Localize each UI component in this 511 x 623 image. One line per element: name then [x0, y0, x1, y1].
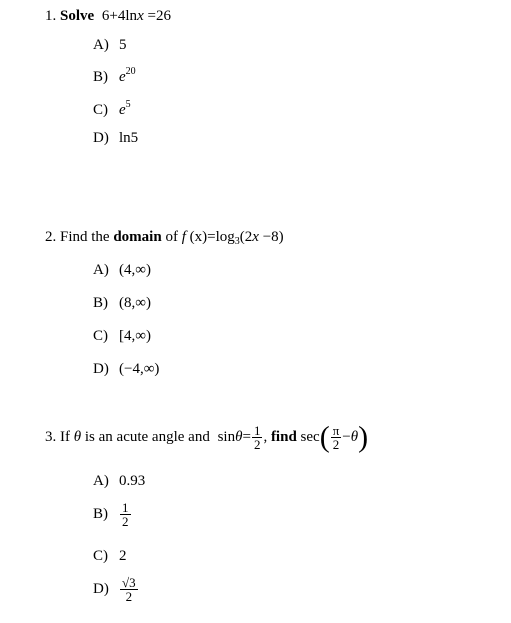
option-label: A) [93, 262, 109, 278]
paren-open: ( [319, 420, 330, 454]
option-text: 5 [119, 37, 127, 53]
q3-option-d[interactable] [93, 576, 139, 603]
option-label: B) [93, 505, 108, 522]
option-label: C) [93, 328, 108, 344]
q3-option-a[interactable] [93, 473, 145, 490]
fraction-one-half [252, 424, 263, 451]
q2-option-d[interactable] [93, 361, 159, 378]
inner-var: x [252, 229, 259, 245]
option-exponent: 5 [125, 99, 131, 110]
frac-num: π [332, 423, 340, 438]
q2-option-b[interactable] [93, 295, 151, 312]
log-base: 3 [234, 236, 240, 247]
question-2 [45, 229, 284, 246]
fraction-sqrt3-over-2 [120, 576, 138, 603]
option-label: D) [93, 361, 109, 377]
question-of: of [165, 229, 178, 245]
option-label: A) [93, 37, 109, 53]
q1-option-c[interactable] [93, 99, 131, 119]
question-lead: If [60, 428, 70, 445]
option-base: e [119, 69, 126, 85]
q1-option-d[interactable] [93, 130, 138, 147]
option-text: 0.93 [119, 473, 146, 489]
option-text: (−4,∞) [119, 361, 160, 377]
option-label: C) [93, 102, 108, 118]
frac-num: √3 [122, 575, 136, 590]
inner-open: (2 [239, 229, 253, 245]
frac-num: 1 [122, 500, 129, 515]
frac-den: 2 [122, 514, 129, 529]
q3-option-c[interactable] [93, 548, 127, 565]
option-text: (4,∞) [119, 262, 151, 278]
question-lead: Find the [60, 229, 110, 245]
option-label: D) [93, 580, 109, 597]
question-number: 1. [45, 8, 57, 24]
fraction-one-half [120, 501, 131, 528]
sec-func: sec [300, 428, 320, 445]
option-exponent: 20 [125, 66, 136, 77]
q1-option-b[interactable] [93, 66, 136, 86]
question-3 [45, 420, 369, 454]
option-base: e [119, 102, 126, 118]
option-text: (8,∞) [119, 295, 151, 311]
frac-den: 2 [332, 437, 340, 452]
q2-option-a[interactable] [93, 262, 151, 279]
option-label: B) [93, 69, 108, 85]
option-text: 2 [119, 548, 127, 564]
question-find: find [270, 428, 297, 445]
equals: = [242, 428, 251, 445]
equation-rhs: =26 [147, 8, 171, 24]
frac-den: 2 [125, 589, 133, 604]
question-mid: is an acute angle and [84, 428, 210, 445]
func-name: f [181, 229, 186, 245]
option-label: B) [93, 295, 108, 311]
q1-option-a[interactable] [93, 37, 127, 54]
frac-den: 2 [253, 437, 261, 452]
option-label: A) [93, 473, 109, 489]
question-1 [45, 8, 171, 25]
option-label: D) [93, 130, 109, 146]
func-arg: (x) [189, 229, 208, 245]
option-text: [4,∞) [119, 328, 151, 344]
theta-symbol: θ [73, 428, 82, 445]
question-verb: Solve [60, 8, 95, 24]
frac-num: 1 [253, 423, 261, 438]
q3-option-b[interactable] [93, 501, 132, 528]
theta-symbol: θ [235, 428, 243, 445]
equation-var: x [137, 8, 144, 24]
option-label: C) [93, 548, 108, 564]
q2-option-c[interactable] [93, 328, 151, 345]
question-number: 2. [45, 229, 57, 245]
option-text: ln5 [119, 130, 139, 146]
comma: , [263, 428, 268, 445]
minus: − [342, 428, 351, 445]
question-number: 3. [45, 428, 57, 445]
equation-lhs: 6+4ln [101, 8, 138, 24]
sin-func: sin [217, 428, 236, 445]
paren-close: ) [358, 420, 369, 454]
log-eq: =log [207, 229, 235, 245]
theta-symbol: θ [350, 428, 359, 445]
fraction-pi-over-2 [331, 424, 342, 451]
question-bold: domain [113, 229, 162, 245]
inner-close: −8) [262, 229, 284, 245]
